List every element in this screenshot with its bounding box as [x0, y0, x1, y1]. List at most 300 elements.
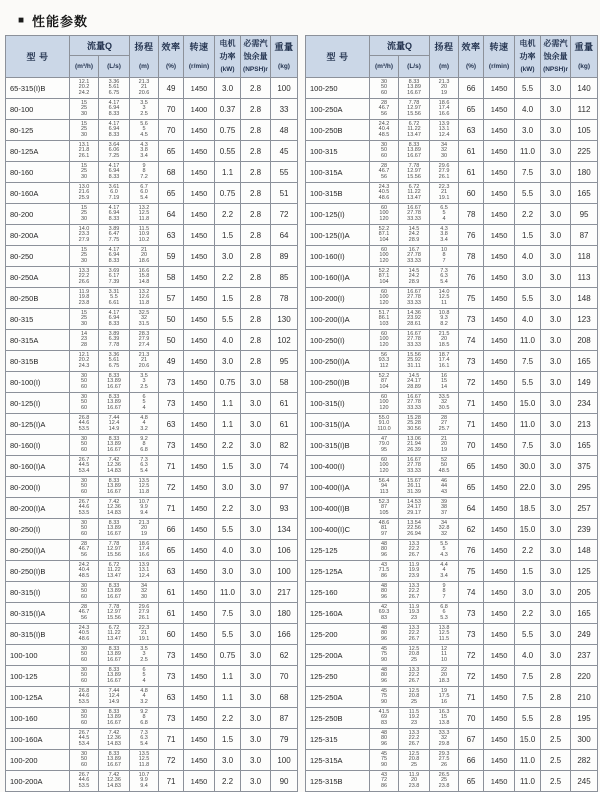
weight-cell: 217 — [271, 582, 298, 603]
power-cell: 11.0 — [515, 414, 541, 435]
flow-ls-cell: 13.3 22.2 26.7 — [399, 666, 430, 687]
power-cell: 7.5 — [215, 603, 241, 624]
flow-m3h-cell: 15 25 30 — [70, 99, 99, 120]
col-npsh: 必需汽 蚀余量 (NPSH)r — [241, 36, 271, 78]
flow-ls-cell: 13.06 21.94 26.39 — [399, 435, 430, 456]
efficiency-cell: 62 — [459, 519, 484, 540]
table-row — [306, 477, 598, 498]
flow-ls-cell: 15.28 25.28 30.56 — [399, 414, 430, 435]
speed-cell: 1450 — [484, 729, 515, 750]
efficiency-cell: 61 — [459, 162, 484, 183]
power-cell: 2.2 — [215, 267, 241, 288]
npsh-cell: 3.0 — [241, 456, 271, 477]
npsh-cell: 2.8 — [241, 78, 271, 99]
flow-m3h-cell: 48 80 96 — [370, 582, 399, 603]
speed-cell: 1450 — [484, 267, 515, 288]
model-cell: 80-125 — [6, 120, 70, 141]
speed-cell: 1450 — [184, 330, 215, 351]
flow-ls-cell: 11.9 19.3 23 — [399, 603, 430, 624]
table-row — [306, 456, 598, 477]
flow-m3h-cell: 30 50 60 — [70, 708, 99, 729]
speed-cell: 1450 — [484, 498, 515, 519]
weight-cell: 130 — [271, 309, 298, 330]
head-cell: 18.6 17.4 16.6 — [130, 540, 159, 561]
speed-cell: 1450 — [184, 666, 215, 687]
weight-cell: 220 — [571, 666, 598, 687]
table-row — [306, 666, 598, 687]
table-row — [306, 288, 598, 309]
model-cell: 100-250(I)A — [306, 351, 370, 372]
model-cell: 80-250(I)B — [6, 561, 70, 582]
model-cell: 100-400(I)B — [306, 498, 370, 519]
efficiency-cell: 76 — [459, 267, 484, 288]
flow-ls-cell: 3.89 6.47 7.75 — [99, 225, 130, 246]
table-row — [306, 309, 598, 330]
npsh-cell: 3.0 — [241, 414, 271, 435]
power-cell: 2.2 — [515, 204, 541, 225]
model-cell: 80-315B — [6, 351, 70, 372]
flow-m3h-cell: 60 100 120 — [370, 288, 399, 309]
table-row — [6, 519, 298, 540]
model-cell: 100-400(I)A — [306, 477, 370, 498]
model-cell: 100-315(I)B — [306, 435, 370, 456]
head-cell: 4.3 3.8 3.4 — [130, 141, 159, 162]
speed-cell: 1450 — [184, 624, 215, 645]
table-row — [6, 309, 298, 330]
flow-ls-cell: 3.69 6.17 7.39 — [99, 267, 130, 288]
efficiency-cell: 76 — [459, 540, 484, 561]
flow-m3h-cell: 30 50 60 — [70, 477, 99, 498]
model-cell: 100-125 — [6, 666, 70, 687]
power-cell: 7.5 — [515, 666, 541, 687]
weight-cell: 213 — [571, 414, 598, 435]
flow-ls-cell: 12.5 20.8 25 — [399, 687, 430, 708]
table-row — [306, 540, 598, 561]
efficiency-cell: 49 — [159, 351, 184, 372]
flow-m3h-cell: 52.2 87.1 104 — [370, 267, 399, 288]
speed-cell: 1450 — [484, 414, 515, 435]
head-cell: 16 15 14 — [430, 372, 459, 393]
table-row — [6, 141, 298, 162]
table-row — [306, 771, 598, 792]
table-row — [6, 183, 298, 204]
power-cell: 1.1 — [215, 414, 241, 435]
flow-m3h-cell: 24.2 40.4 48.5 — [70, 561, 99, 582]
speed-cell: 1450 — [484, 540, 515, 561]
weight-cell: 48 — [271, 120, 298, 141]
efficiency-cell: 66 — [159, 519, 184, 540]
flow-m3h-cell: 42 69.3 83 — [370, 603, 399, 624]
table-row — [6, 477, 298, 498]
model-cell: 100-250A — [306, 99, 370, 120]
speed-cell: 1450 — [484, 582, 515, 603]
npsh-cell: 2.8 — [241, 162, 271, 183]
power-cell: 3.0 — [515, 267, 541, 288]
efficiency-cell: 63 — [159, 414, 184, 435]
head-cell: 34 32 30 — [130, 582, 159, 603]
flow-ls-cell: 7.44 12.4 14.9 — [99, 687, 130, 708]
flow-ls-cell: 16.67 27.78 33.33 — [399, 204, 430, 225]
table-row — [306, 687, 598, 708]
head-cell: 4.4 4 3.4 — [430, 561, 459, 582]
npsh-cell: 3.0 — [541, 246, 571, 267]
model-cell: 80-250(I) — [6, 519, 70, 540]
model-cell: 80-200A — [6, 225, 70, 246]
npsh-cell: 3.0 — [541, 414, 571, 435]
efficiency-cell: 74 — [459, 582, 484, 603]
npsh-cell: 3.0 — [541, 645, 571, 666]
weight-cell: 245 — [571, 771, 598, 792]
speed-cell: 1450 — [184, 414, 215, 435]
power-cell: 4.0 — [515, 99, 541, 120]
model-cell: 100-200(I)A — [306, 309, 370, 330]
weight-cell: 78 — [271, 288, 298, 309]
npsh-cell: 3.0 — [241, 624, 271, 645]
flow-m3h-cell: 60 100 120 — [370, 204, 399, 225]
table-row — [306, 750, 598, 771]
efficiency-cell: 66 — [459, 750, 484, 771]
power-cell: 5.5 — [515, 288, 541, 309]
power-cell: 1.5 — [215, 456, 241, 477]
efficiency-cell: 70 — [459, 708, 484, 729]
model-cell: 100-315(I)A — [306, 414, 370, 435]
model-cell: 125-200 — [306, 624, 370, 645]
flow-m3h-cell: 28 46.7 56 — [370, 162, 399, 183]
col-efficiency: 效率 (%) — [459, 36, 484, 78]
flow-ls-cell: 8.33 13.89 16.67 — [99, 582, 130, 603]
head-cell: 4.3 3.8 3.4 — [430, 225, 459, 246]
col-weight: 重量 (kg) — [271, 36, 298, 78]
speed-cell: 1450 — [184, 393, 215, 414]
table-row — [6, 414, 298, 435]
power-cell: 1.1 — [215, 162, 241, 183]
weight-cell: 282 — [571, 750, 598, 771]
table-row — [6, 246, 298, 267]
flow-ls-cell: 3.36 5.61 6.75 — [99, 78, 130, 99]
table-row — [6, 582, 298, 603]
model-cell: 125-160 — [306, 582, 370, 603]
flow-m3h-cell: 30 50 60 — [70, 750, 99, 771]
npsh-cell: 3.0 — [241, 750, 271, 771]
model-cell: 100-200A — [6, 771, 70, 792]
efficiency-cell: 71 — [459, 687, 484, 708]
table-row — [6, 120, 298, 141]
table-row — [306, 330, 598, 351]
speed-cell: 1450 — [184, 162, 215, 183]
flow-ls-cell: 7.42 12.36 14.83 — [99, 771, 130, 792]
npsh-cell: 2.8 — [241, 141, 271, 162]
model-cell: 80-125(I)A — [6, 414, 70, 435]
efficiency-cell: 67 — [459, 729, 484, 750]
model-cell: 125-125A — [306, 561, 370, 582]
npsh-cell: 2.8 — [241, 225, 271, 246]
model-cell: 100-160(I) — [306, 246, 370, 267]
efficiency-cell: 64 — [159, 204, 184, 225]
speed-cell: 1450 — [484, 225, 515, 246]
col-speed: 转速 (r/min) — [484, 36, 515, 78]
weight-cell: 100 — [271, 750, 298, 771]
model-cell: 125-315B — [306, 771, 370, 792]
model-cell: 125-125 — [306, 540, 370, 561]
speed-cell: 1450 — [484, 393, 515, 414]
speed-cell: 1450 — [184, 519, 215, 540]
table-row — [6, 78, 298, 99]
flow-ls-cell: 16.67 27.78 33.33 — [399, 330, 430, 351]
speed-cell: 1400 — [184, 99, 215, 120]
weight-cell: 225 — [571, 141, 598, 162]
flow-m3h-cell: 24.3 40.5 48.6 — [70, 624, 99, 645]
flow-m3h-cell: 60 100 120 — [370, 246, 399, 267]
flow-ls-cell: 16.67 27.78 33.33 — [399, 393, 430, 414]
weight-cell: 100 — [271, 78, 298, 99]
npsh-cell: 3.0 — [541, 330, 571, 351]
flow-ls-cell: 3.89 6.39 7.78 — [99, 330, 130, 351]
head-cell: 3.5 3 2.5 — [130, 99, 159, 120]
npsh-cell: 3.0 — [541, 162, 571, 183]
head-cell: 10 8 7 — [430, 246, 459, 267]
speed-cell: 1450 — [184, 288, 215, 309]
model-cell: 100-160A — [6, 729, 70, 750]
col-flow-ls: (L/s) — [99, 56, 130, 78]
speed-cell: 1450 — [184, 729, 215, 750]
col-head: 扬程 (m) — [130, 36, 159, 78]
col-efficiency: 效率 (%) — [159, 36, 184, 78]
table-row — [306, 372, 598, 393]
head-cell: 32.5 32 31.5 — [130, 309, 159, 330]
model-cell: 100-100 — [6, 645, 70, 666]
flow-ls-cell: 7.42 12.36 14.83 — [99, 729, 130, 750]
flow-ls-cell: 15.56 25.92 31.11 — [399, 351, 430, 372]
tables-container — [5, 35, 600, 792]
npsh-cell: 3.0 — [241, 435, 271, 456]
model-cell: 100-250 — [306, 78, 370, 99]
table-row — [306, 624, 598, 645]
efficiency-cell: 73 — [159, 708, 184, 729]
efficiency-cell: 73 — [159, 435, 184, 456]
flow-m3h-cell: 52.3 87 105 — [370, 498, 399, 519]
speed-cell: 1450 — [184, 372, 215, 393]
npsh-cell: 2.8 — [241, 204, 271, 225]
head-cell: 7.3 6.3 5.4 — [430, 267, 459, 288]
model-cell: 100-250(I) — [306, 330, 370, 351]
speed-cell: 1450 — [484, 603, 515, 624]
flow-m3h-cell: 26.7 44.6 53.5 — [70, 498, 99, 519]
table-row — [6, 729, 298, 750]
head-cell: 9.2 8 6.8 — [130, 435, 159, 456]
npsh-cell: 2.8 — [241, 246, 271, 267]
model-cell: 125-250 — [306, 666, 370, 687]
table-row — [6, 162, 298, 183]
npsh-cell: 2.8 — [241, 99, 271, 120]
flow-ls-cell: 4.17 6.94 8.33 — [99, 204, 130, 225]
table-row — [6, 666, 298, 687]
model-cell: 80-250B — [6, 288, 70, 309]
efficiency-cell: 71 — [159, 771, 184, 792]
flow-m3h-cell: 13.1 21.8 26.1 — [70, 141, 99, 162]
flow-m3h-cell: 30 50 60 — [70, 393, 99, 414]
head-cell: 7.3 6.3 5.4 — [130, 456, 159, 477]
speed-cell: 1450 — [484, 519, 515, 540]
weight-cell: 234 — [571, 393, 598, 414]
efficiency-cell: 73 — [159, 393, 184, 414]
flow-ls-cell: 8.33 13.89 16.67 — [99, 708, 130, 729]
flow-m3h-cell: 43 71.5 86 — [370, 561, 399, 582]
efficiency-cell: 72 — [459, 645, 484, 666]
weight-cell: 61 — [271, 393, 298, 414]
model-cell: 100-200 — [6, 750, 70, 771]
weight-cell: 55 — [271, 162, 298, 183]
head-cell: 4.8 4 3.2 — [130, 687, 159, 708]
flow-m3h-cell: 28 46.7 56 — [70, 603, 99, 624]
speed-cell: 1450 — [484, 708, 515, 729]
model-cell: 100-160 — [6, 708, 70, 729]
model-cell: 100-125A — [6, 687, 70, 708]
page-title-text: 性能参数 — [32, 14, 89, 29]
head-cell: 22 20 18.3 — [430, 666, 459, 687]
model-cell: 80-315(I)A — [6, 603, 70, 624]
weight-cell: 79 — [271, 729, 298, 750]
model-cell: 80-250 — [6, 246, 70, 267]
weight-cell: 165 — [571, 603, 598, 624]
head-cell: 21.3 21 20.6 — [130, 351, 159, 372]
weight-cell: 89 — [271, 246, 298, 267]
model-cell: 100-125(I) — [306, 204, 370, 225]
speed-cell: 1450 — [184, 183, 215, 204]
efficiency-cell: 63 — [159, 687, 184, 708]
power-cell: 4.0 — [515, 246, 541, 267]
npsh-cell: 3.0 — [541, 204, 571, 225]
flow-ls-cell: 8.33 13.89 16.67 — [99, 519, 130, 540]
head-cell: 13.9 13.1 12.4 — [430, 120, 459, 141]
efficiency-cell: 70 — [459, 435, 484, 456]
speed-cell: 1450 — [484, 750, 515, 771]
model-cell: 80-125(I) — [6, 393, 70, 414]
npsh-cell: 3.0 — [541, 78, 571, 99]
head-cell: 28.3 27.9 27.4 — [130, 330, 159, 351]
npsh-cell: 3.0 — [241, 477, 271, 498]
speed-cell: 1450 — [184, 561, 215, 582]
speed-cell: 1450 — [184, 582, 215, 603]
npsh-cell: 3.0 — [241, 582, 271, 603]
speed-cell: 1450 — [184, 141, 215, 162]
model-cell: 80-200 — [6, 204, 70, 225]
model-cell: 125-315 — [306, 729, 370, 750]
power-cell: 2.2 — [215, 204, 241, 225]
flow-ls-cell: 6.72 11.22 13.47 — [399, 120, 430, 141]
head-cell: 21.3 20 19 — [130, 519, 159, 540]
power-cell: 1.5 — [215, 225, 241, 246]
head-cell: 21.3 20 19 — [430, 78, 459, 99]
weight-cell: 123 — [571, 309, 598, 330]
npsh-cell: 3.0 — [541, 183, 571, 204]
weight-cell: 375 — [571, 456, 598, 477]
col-flow-m3h: (m³/h) — [70, 56, 99, 78]
weight-cell: 166 — [271, 624, 298, 645]
table-row — [306, 603, 598, 624]
table-row — [6, 456, 298, 477]
head-cell: 13.2 12.5 11.8 — [130, 204, 159, 225]
speed-cell: 1450 — [184, 498, 215, 519]
flow-m3h-cell: 30 50 60 — [70, 666, 99, 687]
table-row — [6, 687, 298, 708]
model-cell: 80-315(I) — [6, 582, 70, 603]
flow-m3h-cell: 30 50 60 — [370, 78, 399, 99]
speed-cell: 1450 — [484, 246, 515, 267]
table-row — [306, 204, 598, 225]
weight-cell: 300 — [571, 729, 598, 750]
weight-cell: 295 — [571, 477, 598, 498]
table-row — [306, 582, 598, 603]
model-cell: 100-160(I)A — [306, 267, 370, 288]
head-cell: 19 17.5 16 — [430, 687, 459, 708]
model-cell: 100-315 — [306, 141, 370, 162]
weight-cell: 239 — [571, 519, 598, 540]
flow-m3h-cell: 15 25 30 — [70, 246, 99, 267]
flow-m3h-cell: 14 23 28 — [70, 330, 99, 351]
weight-cell: 112 — [571, 99, 598, 120]
table-row — [306, 729, 598, 750]
col-npsh: 必需汽 蚀余量 (NPSH)r — [541, 36, 571, 78]
npsh-cell: 3.0 — [541, 225, 571, 246]
speed-cell: 1450 — [484, 330, 515, 351]
weight-cell: 180 — [571, 162, 598, 183]
table-row — [306, 99, 598, 120]
model-cell: 80-160(I) — [6, 435, 70, 456]
flow-ls-cell: 13.3 22.2 26.7 — [399, 540, 430, 561]
weight-cell: 87 — [571, 225, 598, 246]
flow-ls-cell: 6.72 11.22 13.47 — [399, 183, 430, 204]
table-row — [6, 645, 298, 666]
speed-cell: 1450 — [484, 183, 515, 204]
flow-ls-cell: 3.36 5.61 6.75 — [99, 351, 130, 372]
flow-m3h-cell: 43 72 86 — [370, 771, 399, 792]
flow-ls-cell: 8.33 13.89 16.67 — [99, 750, 130, 771]
table-row — [6, 99, 298, 120]
flow-m3h-cell: 45 75 90 — [370, 645, 399, 666]
model-cell: 100-315A — [306, 162, 370, 183]
speed-cell: 1450 — [484, 288, 515, 309]
power-cell: 1.5 — [515, 225, 541, 246]
speed-cell: 1450 — [184, 78, 215, 99]
power-cell: 18.5 — [515, 498, 541, 519]
efficiency-cell: 49 — [159, 78, 184, 99]
power-cell: 5.5 — [515, 78, 541, 99]
npsh-cell: 3.0 — [541, 372, 571, 393]
page-title — [0, 0, 600, 35]
flow-ls-cell: 4.17 6.94 8.33 — [99, 99, 130, 120]
head-cell: 29.6 27.9 26.1 — [430, 162, 459, 183]
flow-m3h-cell: 30 50 60 — [70, 435, 99, 456]
npsh-cell: 3.0 — [241, 498, 271, 519]
head-cell: 21 20 18.6 — [130, 246, 159, 267]
flow-m3h-cell: 28 46.7 56 — [70, 540, 99, 561]
efficiency-cell: 63 — [459, 120, 484, 141]
efficiency-cell: 68 — [159, 162, 184, 183]
head-cell: 4.8 4 3.2 — [130, 414, 159, 435]
head-cell: 6 5 4 — [130, 393, 159, 414]
efficiency-cell: 72 — [459, 666, 484, 687]
flow-ls-cell: 14.36 23.92 28.61 — [399, 309, 430, 330]
npsh-cell: 2.8 — [541, 708, 571, 729]
efficiency-cell: 57 — [159, 288, 184, 309]
flow-m3h-cell: 26.7 44.6 53.5 — [70, 771, 99, 792]
flow-ls-cell: 4.17 6.94 8.33 — [99, 162, 130, 183]
weight-cell: 118 — [571, 246, 598, 267]
power-cell: 7.5 — [515, 351, 541, 372]
speed-cell: 1450 — [484, 687, 515, 708]
speed-cell: 1450 — [184, 540, 215, 561]
flow-ls-cell: 12.5 20.8 25 — [399, 750, 430, 771]
